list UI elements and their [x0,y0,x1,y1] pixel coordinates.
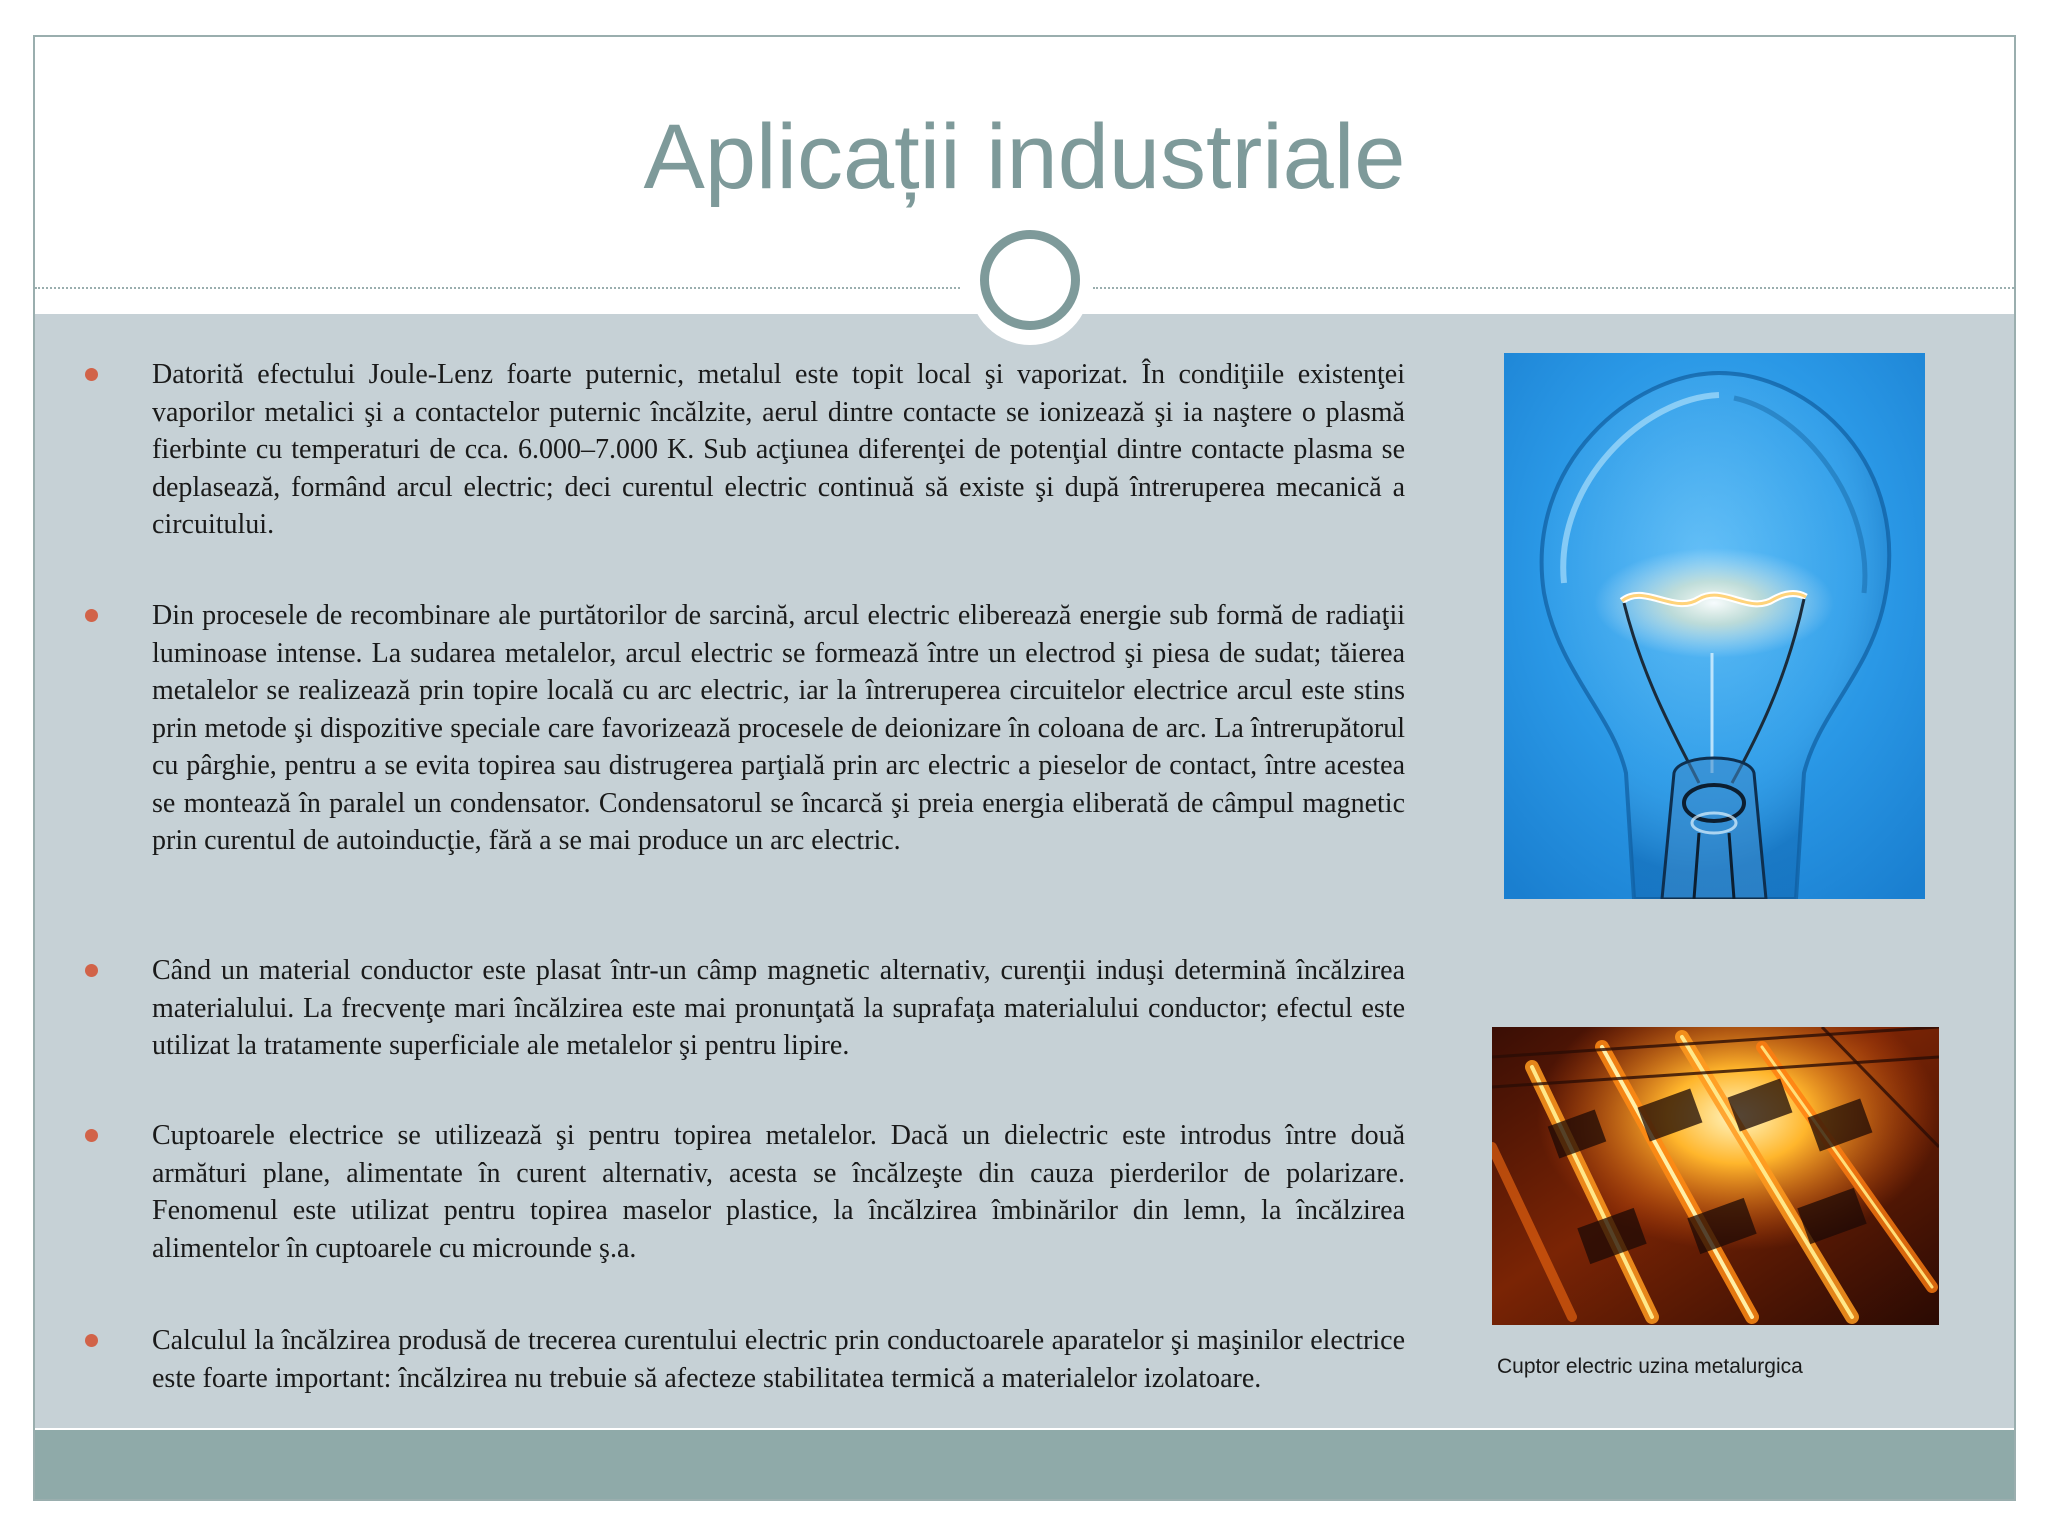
bullet-text: Din procesele de recombinare ale purtătorilor de sarcină, arcul electric eliberează energie sub formă de radiaţii luminoase intense. La sudarea metalelor, arcul electric se formează între un electrod şi piesa de sudat; tăierea metalelor se realizează prin topire locală cu arc electric, iar la întreruperea circuitelor electrice arcul este stins prin metode şi dispozitive speciale care favorizează procesele de deionizare în coloana de arc. La întrerupătorul cu pârghie, pentru a se evita topirea sau distrugerea parţială prin arc electric a pieselor de contact, între acestea se montează în paralel un condensator. Condensatorul se încarcă şi preia energia eliberată de câmpul magnetic prin curentul de autoinducţie, fără a se mai produce un arc electric. [152,600,1405,856]
footer-band [35,1430,2014,1501]
slide [33,35,2016,1501]
bullet-dot-icon [85,964,98,977]
image-caption: Cuptor electric uzina metalurgica [1497,1355,1803,1378]
bullet-text: Cuptoarele electrice se utilizează şi pentru topirea metalelor. Dacă un dielectric este introdus între două armături plane, alimentate în curent alternativ, acesta se încălzeşte din cauza pierderilor de polarizare. Fenomenul este utilizat pentru topirea maselor plastice, la încălzirea îmbinărilor din lemn, la încălzirea alimentelor în cuptoarele cu microunde ş.a. [152,1120,1405,1264]
bullet-dot-icon [85,1129,98,1142]
bullet-dot-icon [85,368,98,381]
header-divider-left [35,287,960,289]
title-ring-icon [980,230,1080,330]
light-bulb-image [1504,353,1925,899]
bullet-text: Datorită efectului Joule-Lenz foarte puternic, metalul este topit local şi vaporizat. În condiţiile existenţei vaporilor metalici şi a contactelor puternic încălzite, aerul dintre contacte se ionizează şi ia naştere o plasmă fierbinte cu temperaturi de cca. 6.000–7.000 K. Sub acţiunea diferenţei de potenţial dintre contacte plasma se deplasează, formând arcul electric; deci curentul electric continuă să existe şi după întreruperea mecanică a circuitului. [152,359,1405,540]
bullet-dot-icon [85,1334,98,1347]
header-divider-right [1093,287,2016,289]
furnace-image [1492,1027,1939,1325]
slide-title: Aplicații industriale [643,106,1406,208]
bullet-dot-icon [85,609,98,622]
bullet-text: Calculul la încălzirea produsă de trecerea curentului electric prin conductoarele aparatelor şi maşinilor electrice este foarte important: încălzirea nu trebuie să afecteze stabilitatea termică a materialelor izolatoare. [152,1325,1405,1394]
bullet-text: Când un material conductor este plasat într-un câmp magnetic alternativ, curenţii induşi determină încălzirea materialului. La frecvenţe mari încălzirea este mai pronunţată la suprafaţa materialului conductor; efectul este utilizat la tratamente superficiale ale metalelor şi pentru lipire. [152,955,1405,1061]
